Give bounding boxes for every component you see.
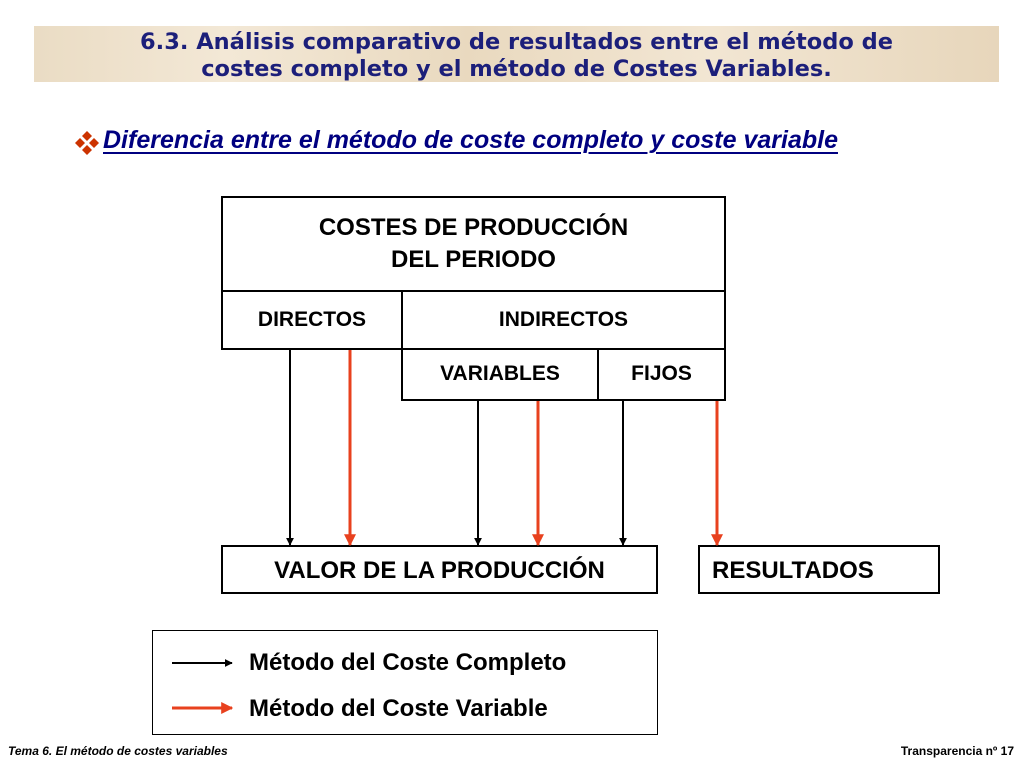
fijos-label: FIJOS <box>631 362 692 385</box>
costes-produccion-line-1: COSTES DE PRODUCCIÓN <box>318 214 629 241</box>
legend-completo-label: Método del Coste Completo <box>249 649 567 676</box>
subtitle: Diferencia entre el método de coste completo y coste variable <box>103 126 838 154</box>
directos-label: DIRECTOS <box>257 308 367 331</box>
resultados-label: RESULTADOS <box>712 557 874 584</box>
costes-produccion-line-2: DEL PERIODO <box>391 246 556 273</box>
title-line-1: 6.3. Análisis comparativo de resultados entre el método de <box>140 29 893 55</box>
footer-left: Tema 6. El método de costes variables <box>8 744 228 758</box>
valor-produccion-label: VALOR DE LA PRODUCCIÓN <box>274 557 605 584</box>
variables-label: VARIABLES <box>440 362 560 385</box>
footer-right: Transparencia nº 17 <box>900 744 1014 758</box>
legend-variable-label: Método del Coste Variable <box>249 695 548 722</box>
indirectos-label: INDIRECTOS <box>498 308 629 331</box>
title-line-2: costes completo y el método de Costes Variables. <box>201 56 832 82</box>
